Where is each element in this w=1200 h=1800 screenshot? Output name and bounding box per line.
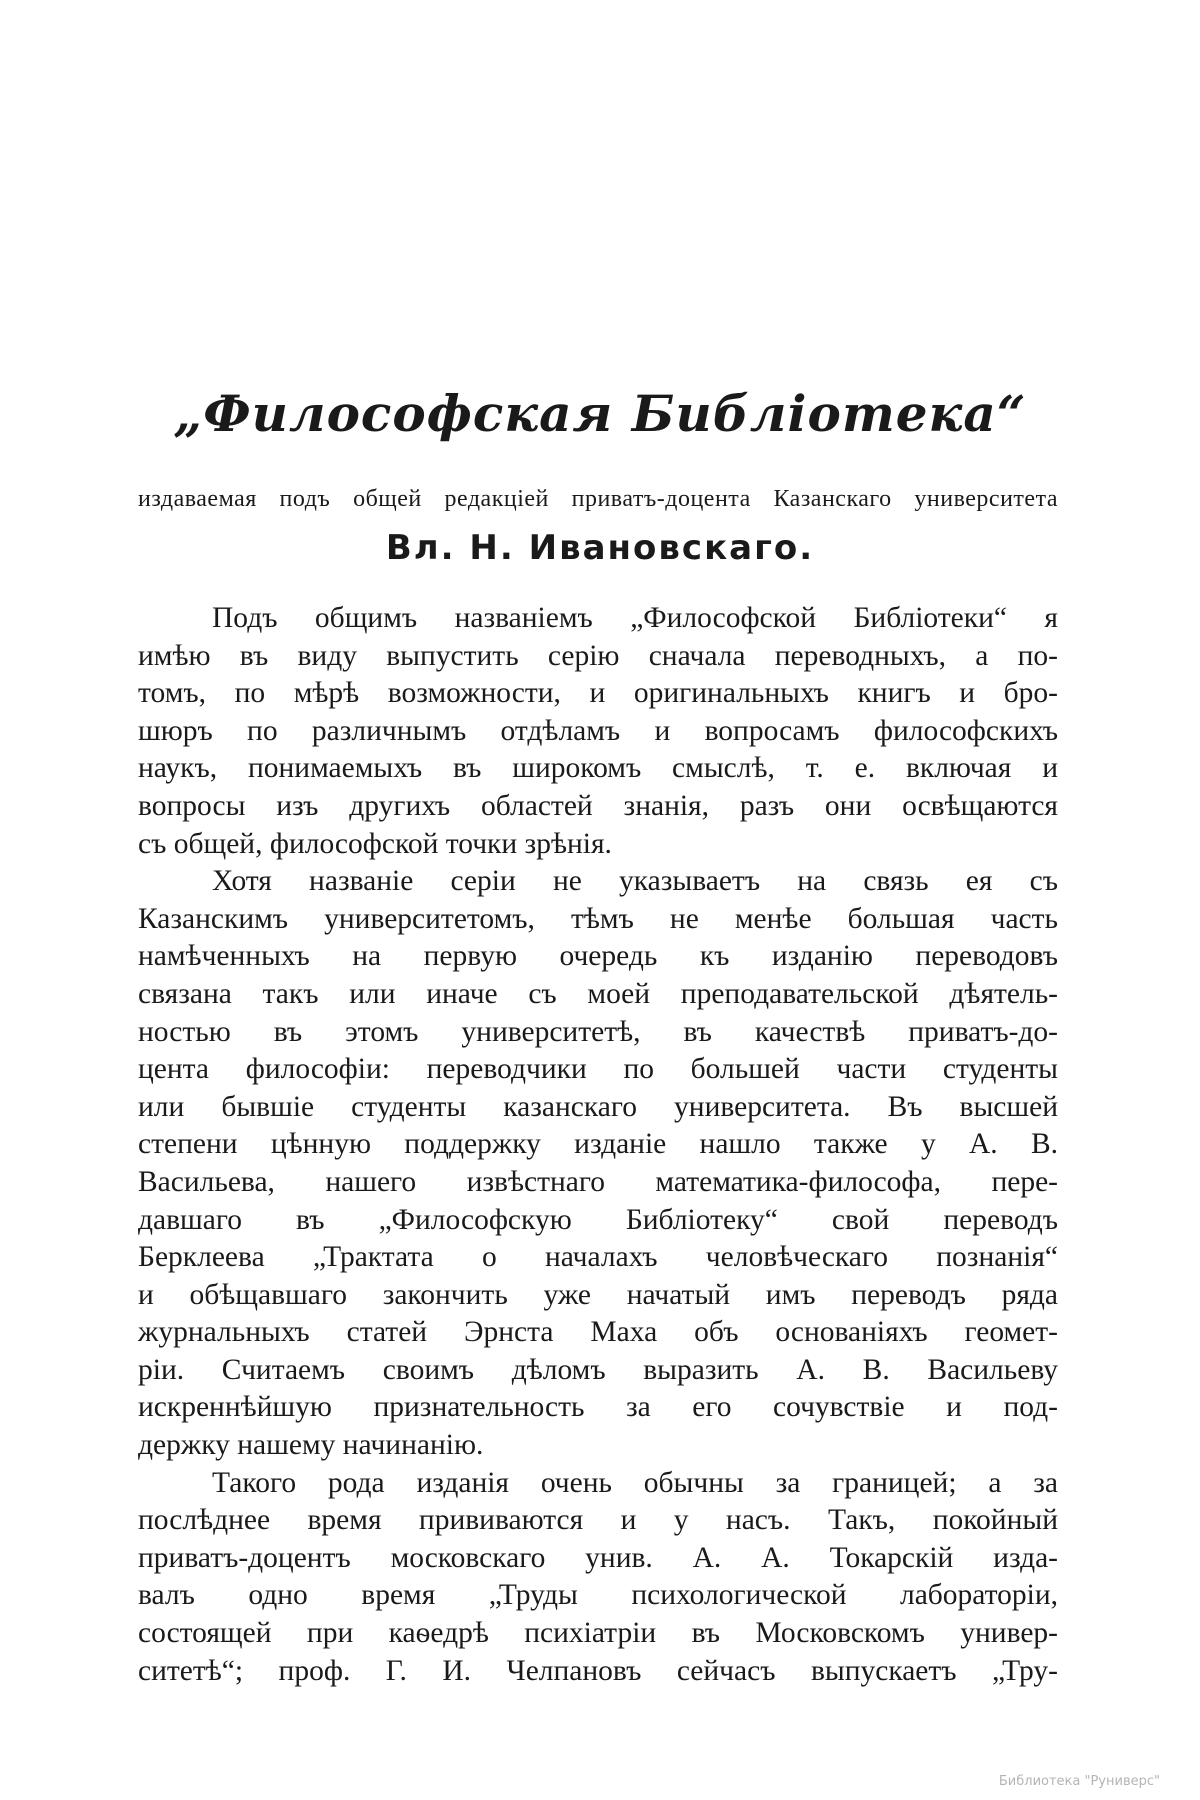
text-line: вопросы изъ другихъ областей знанія, разъ они освѣщаются xyxy=(138,789,1058,822)
text-line: послѣднее время прививаются и у насъ. Такъ, покойный xyxy=(138,1504,1058,1537)
text-line: Васильева, нашего извѣстнаго математика-философа, пере- xyxy=(138,1165,1058,1198)
body-text xyxy=(138,600,1058,1690)
series-subtitle: издаваемая подъ общей редакціей приватъ-доцента Казанскаго университета xyxy=(138,486,1058,512)
text-line: Хотя названіе серіи не указываетъ на связь ея съ xyxy=(212,865,1058,898)
text-line: съ общей, философской точки зрѣнія. xyxy=(138,827,612,860)
text-line: валъ одно время „Труды психологической лабораторіи, xyxy=(138,1579,1058,1612)
text-line: приватъ-доцентъ московскаго унив. А. А. Токарскій изда- xyxy=(138,1541,1058,1574)
library-watermark: Библиотека "Руниверс" xyxy=(998,1774,1160,1789)
text-line: ситетѣ“; проф. Г. И. Челпановъ сейчасъ выпускаетъ „Тру- xyxy=(138,1654,1058,1687)
text-line: или бывшіе студенты казанскаго университета. Въ высшей xyxy=(138,1090,1058,1123)
text-line: имѣю въ виду выпустить серію сначала переводныхъ, а по- xyxy=(138,639,1058,672)
text-line: Такого рода изданія очень обычны за границей; а за xyxy=(212,1466,1058,1499)
text-line: Подъ общимъ названіемъ „Философской Библіотеки“ я xyxy=(212,602,1058,634)
text-line: состоящей при каѳедрѣ психіатріи въ Московскомъ универ- xyxy=(138,1617,1058,1650)
text-line: томъ, по мѣрѣ возможности, и оригинальныхъ книгъ и бро- xyxy=(138,677,1058,710)
text-line: степени цѣнную поддержку изданіе нашло также у А. В. xyxy=(138,1128,1058,1161)
editor-name: Вл. Н. Ивановскаго. xyxy=(385,528,815,568)
text-line: цента философіи: переводчики по большей части студенты xyxy=(138,1053,1058,1086)
text-line: держку нашему начинанію. xyxy=(138,1429,484,1462)
text-line: и обѣщавшаго закончить уже начатый имъ переводъ ряда xyxy=(138,1278,1058,1311)
text-line: ріи. Считаемъ своимъ дѣломъ выразить А. В. Васильеву xyxy=(138,1353,1058,1386)
text-line: шюръ по различнымъ отдѣламъ и вопросамъ философскихъ xyxy=(138,714,1058,747)
text-line: намѣченныхъ на первую очередь къ изданію переводовъ xyxy=(138,940,1058,973)
text-line: искреннѣйшую признательность за его сочувствіе и под- xyxy=(138,1391,1058,1424)
text-line: журнальныхъ статей Эрнста Маха объ основаніяхъ геомет- xyxy=(138,1316,1058,1349)
text-line: связана такъ или иначе съ моей преподавательской дѣятель- xyxy=(138,977,1058,1010)
series-title: „Философская Библіотека“ xyxy=(173,384,1027,443)
text-line: Берклеева „Трактата о началахъ человѣческаго познанія“ xyxy=(138,1241,1058,1274)
text-line: давшаго въ „Философскую Библіотеку“ свой переводъ xyxy=(138,1203,1058,1236)
text-line: наукъ, понимаемыхъ въ широкомъ смыслѣ, т. е. включая и xyxy=(138,752,1058,785)
text-line: ностью въ этомъ университетѣ, въ качествѣ приватъ-до- xyxy=(138,1015,1058,1048)
text-line: Казанскимъ университетомъ, тѣмъ не менѣе большая часть xyxy=(138,902,1058,935)
